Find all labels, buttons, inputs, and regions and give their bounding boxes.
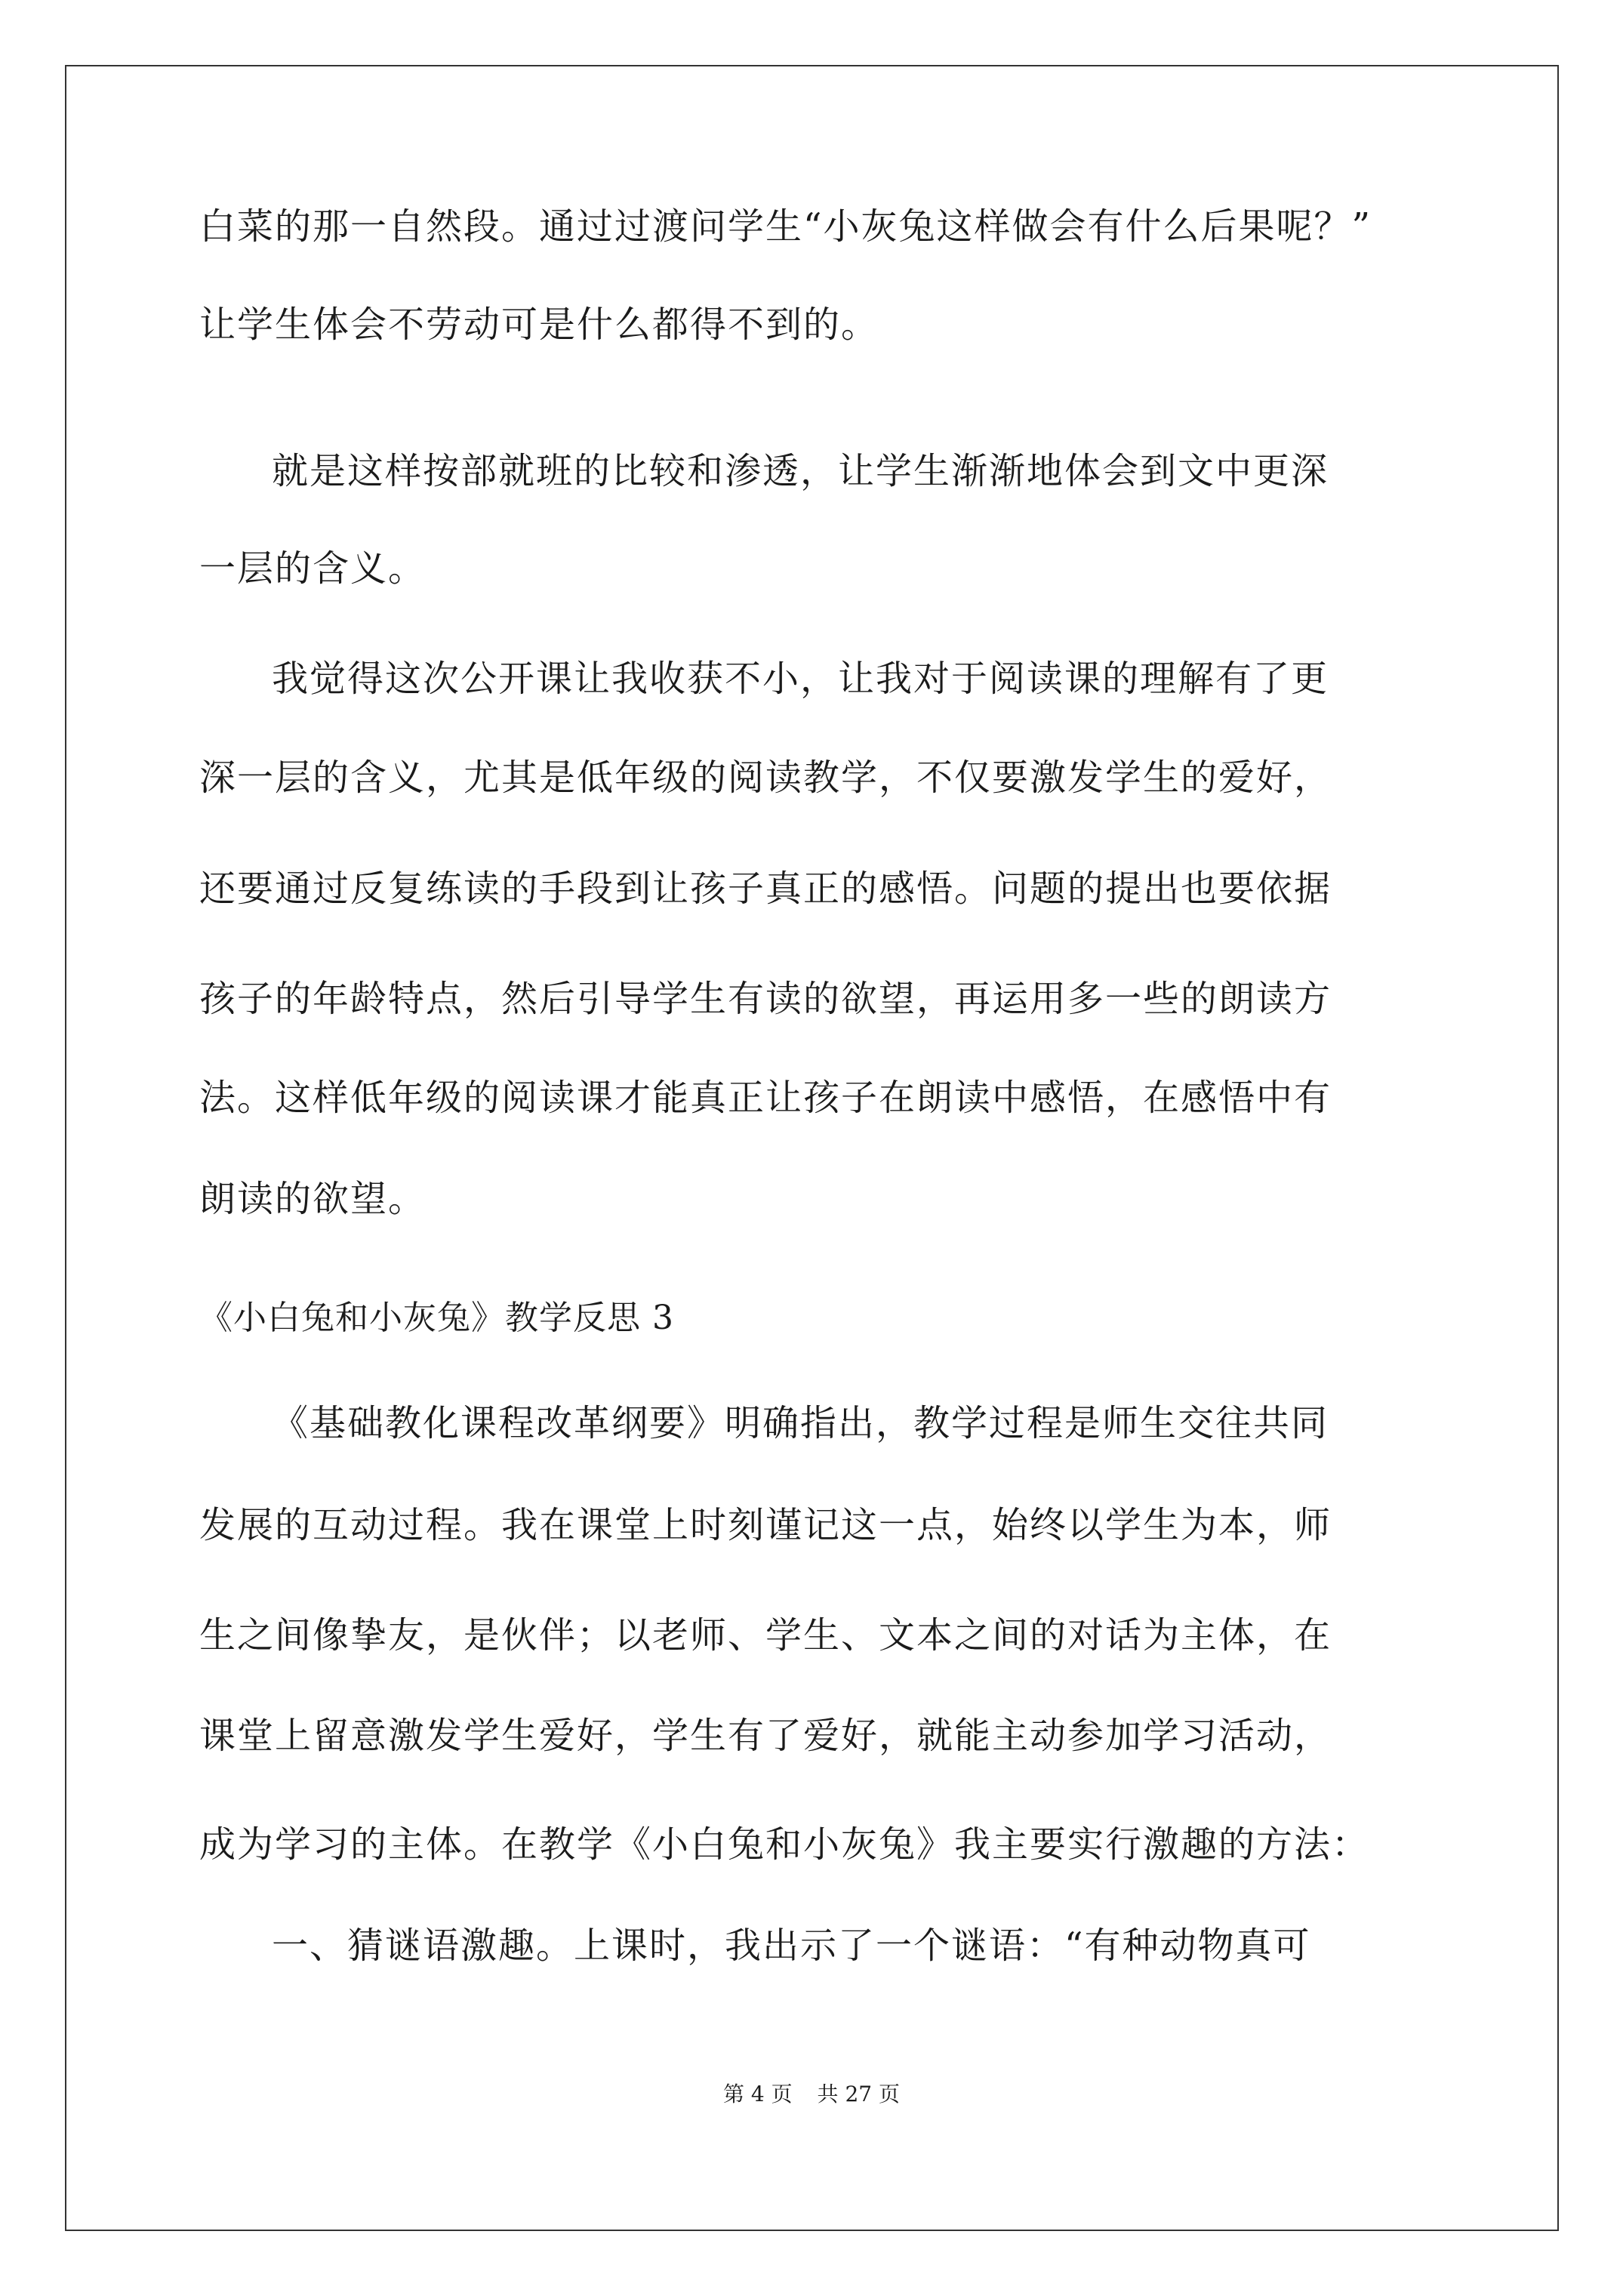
text-line: 让学生体会不劳动可是什么都得不到的。 bbox=[199, 304, 879, 346]
page-border bbox=[65, 65, 1559, 2231]
text-line: 一、猜谜语激趣。上课时，我出示了一个谜语：“有种动物真可 bbox=[272, 1925, 1311, 1967]
text-line: 一层的含义。 bbox=[199, 547, 427, 590]
text-line: 就是这样按部就班的比较和渗透，让学生渐渐地体会到文中更深 bbox=[272, 450, 1329, 492]
text-line: 课堂上留意激发学生爱好，学生有了爱好，就能主动参加学习活动， bbox=[199, 1715, 1332, 1757]
text-line: 《基础教化课程改革纲要》明确指出，教学过程是师生交往共同 bbox=[272, 1402, 1329, 1444]
text-line: 我觉得这次公开课让我收获不小，让我对于阅读课的理解有了更 bbox=[272, 658, 1329, 700]
text-line: 成为学习的主体。在教学《小白兔和小灰兔》我主要实行激趣的方法： bbox=[199, 1823, 1370, 1866]
text-line: 深一层的含义，尤其是低年级的阅读教学，不仅要激发学生的爱好， bbox=[199, 757, 1332, 799]
text-line: 还要通过反复练读的手段到让孩子真正的感悟。问题的提出也要依据 bbox=[199, 868, 1332, 910]
text-line: 白菜的那一自然段。通过过渡问学生“小灰兔这样做会有什么后果呢？” bbox=[199, 205, 1372, 248]
page-total: 共 27 页 bbox=[817, 2082, 900, 2106]
text-line: 发展的互动过程。我在课堂上时刻谨记这一点，始终以学生为本，师 bbox=[199, 1504, 1332, 1546]
text-line: 朗读的欲望。 bbox=[199, 1178, 427, 1220]
section-heading: 《小白兔和小灰兔》教学反思 3 bbox=[199, 1299, 674, 1337]
page-number: 第 4 页 bbox=[723, 2082, 793, 2106]
page-footer bbox=[0, 2081, 1623, 2108]
text-line: 法。这样低年级的阅读课才能真正让孩子在朗读中感悟，在感悟中有 bbox=[199, 1077, 1332, 1119]
text-line: 孩子的年龄特点，然后引导学生有读的欲望，再运用多一些的朗读方 bbox=[199, 978, 1332, 1020]
text-line: 生之间像挚友，是伙伴；以老师、学生、文本之间的对话为主体，在 bbox=[199, 1614, 1332, 1657]
